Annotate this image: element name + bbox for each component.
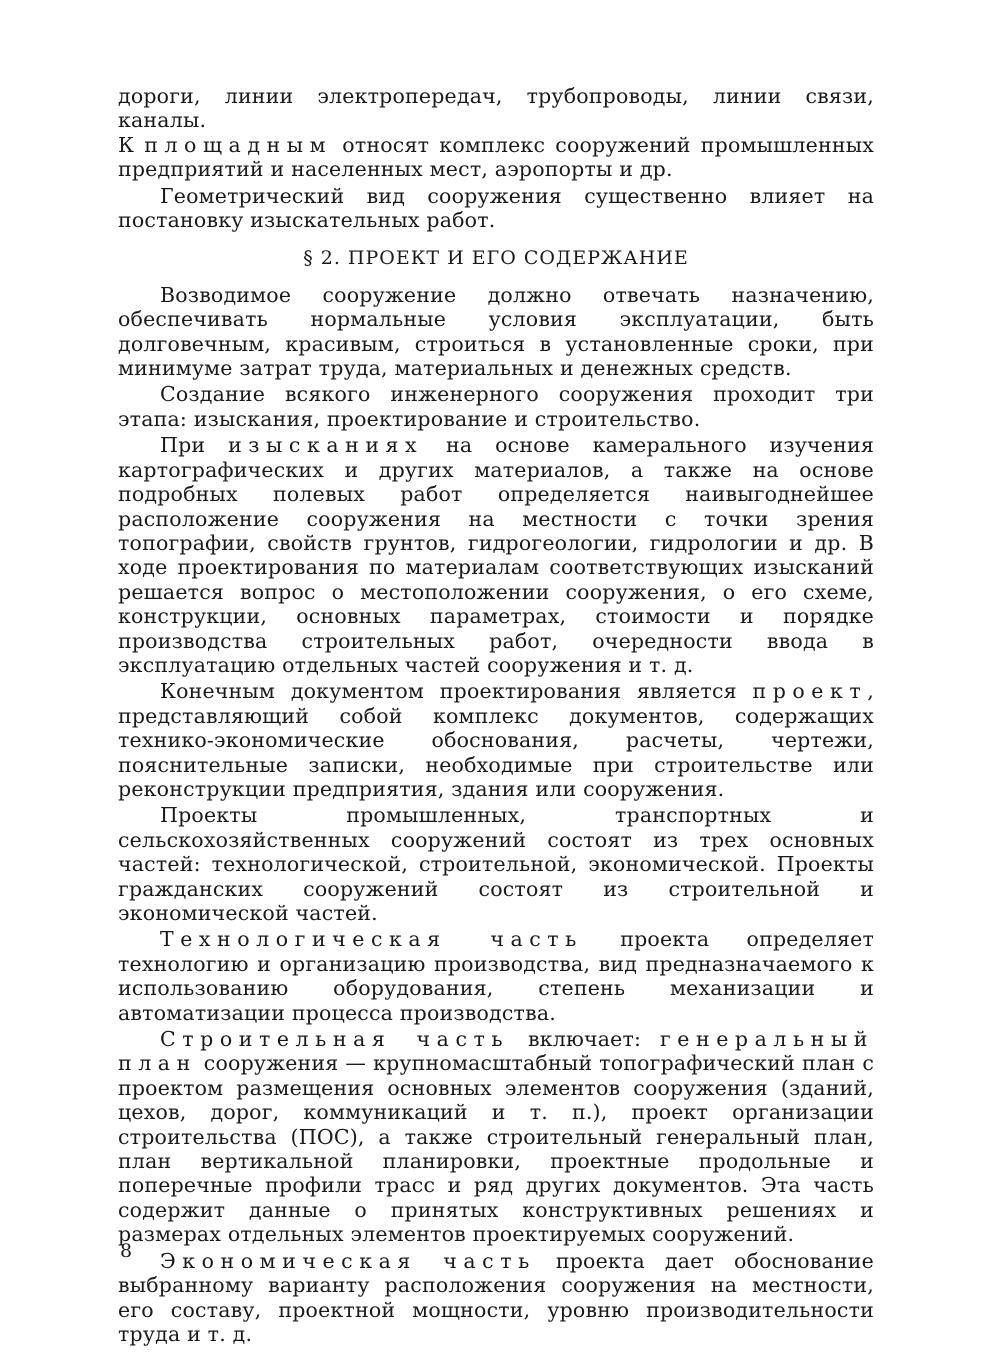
paragraph-surveys	[118, 433, 874, 677]
section-heading: § 2. ПРОЕКТ И ЕГО СОДЕРЖАНИЕ	[303, 247, 689, 270]
paragraph-technological-part	[118, 927, 874, 1025]
paragraph-stages	[118, 382, 874, 431]
paragraph-geometric-view	[118, 184, 874, 233]
paragraph-linear-structures	[118, 84, 874, 133]
spaced-term: генеральный план	[118, 1027, 874, 1076]
page-body	[118, 84, 874, 1346]
paragraph-text: Возводимое сооружение должно отвечать назначению, обеспечивать нормальные условия эксплуатации, быть долговечным, красивым, строиться в установленные сроки, при минимуме затрат труда, материальных и денежных средств.	[118, 282, 874, 381]
paragraph-text: относят комплекс сооружений промышленных предприятий и населенных мест, аэропорты и др.	[118, 132, 874, 182]
paragraph-text: дороги, линии электропередач, трубопроводы, линии связи, каналы.	[118, 84, 874, 133]
paragraph-construction-part	[118, 1027, 874, 1247]
paragraph-project-parts	[118, 803, 874, 925]
paragraph-text: , представляющий собой комплекс документов, содержащих технико-экономические обоснования, расчеты, чертежи, пояснительные записки, необходимые при строительстве или реконструкции предприятия, здания или сооружения.	[118, 679, 874, 801]
paragraph-text: При	[160, 433, 229, 458]
paragraph-text: Геометрический вид сооружения существенно влияет на постановку изыскательных работ.	[118, 183, 874, 233]
paragraph-requirements	[118, 283, 874, 381]
paragraph-project-definition	[118, 679, 874, 801]
paragraph-area-structures	[118, 133, 874, 182]
paragraph-text: Конечным документом проектирования является	[160, 679, 753, 704]
spaced-term: изысканиях	[228, 433, 424, 458]
paragraph-text: К	[118, 132, 145, 157]
paragraph-economic-part	[118, 1249, 874, 1347]
spaced-term: Экономическая часть	[160, 1248, 536, 1273]
paragraph-text: проекта определяет технологию и организацию производства, вид предназначаемого к использованию оборудования, степень механизации и автоматизации процесса производства.	[118, 927, 874, 1025]
spaced-term: Строительная часть	[160, 1027, 510, 1052]
paragraph-text: Проекты промышленных, транспортных и сельскохозяйственных сооружений состоят из трех основных частей: технологической, строительной, экономической. Проекты гражданских сооружений состоят из строительной и экономической частей.	[118, 803, 874, 925]
paragraph-text: проекта дает обоснование выбранному варианту расположения сооружения на местности, его составу, проектной мощности, уровню производительности труда и т. д.	[118, 1248, 874, 1346]
page-number: 8	[120, 1240, 133, 1262]
paragraph-text: на основе камерального изучения картографических и других материалов, а также на основе подробных полевых работ определяется наивыгоднейшее расположение сооружения на местности с точки зрения топографии, свойств грунтов, гидрогеологии, гидрологии и др. В ходе проектирования по материалам соответствующих изысканий решается вопрос о местоположении сооружения, о его схеме, конструкции, основных параметрах, стоимости и порядке производства строительных работ, очередности ввода в эксплуатацию отдельных частей сооружения и т. д.	[118, 433, 874, 677]
spaced-term: проект	[752, 679, 868, 704]
paragraph-text: включает:	[509, 1027, 660, 1052]
paragraph-text: сооружения — крупномасштабный топографический план с проектом размещения основных элементов сооружения (зданий, цехов, дорог, коммуникаций и т. п.), проект организации строительства (ПОС), а также строительный генеральный план, план вертикальной планировки, проектные продольные и поперечные профили трасс и ряд других документов. Эта часть содержит данные о принятых конструктивных решениях и размерах отдельных элементов проектируемых сооружений.	[118, 1051, 874, 1247]
spaced-term: Технологическая часть	[160, 927, 583, 952]
spaced-term: площадным	[144, 132, 333, 157]
paragraph-text: Создание всякого инженерного сооружения проходит три этапа: изыскания, проектирование и строительство.	[118, 382, 874, 431]
